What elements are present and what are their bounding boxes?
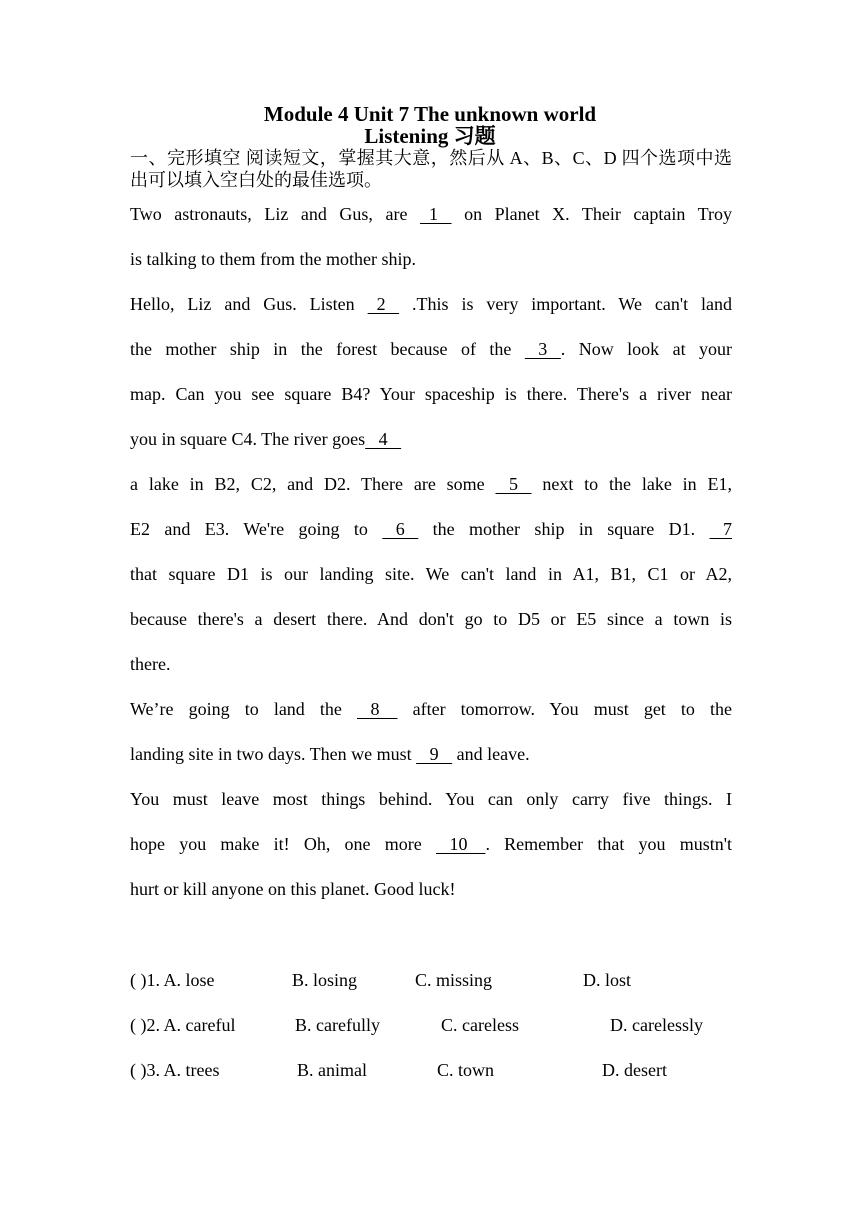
option-b: B. carefully [295,1015,380,1035]
option-b: B. losing [292,970,358,990]
page-subtitle: Listening 习题 [364,124,496,148]
option-d: D. lost [583,970,632,990]
blank-5: 5 [495,474,532,494]
page-title: Module 4 Unit 7 The unknown world [263,102,597,126]
passage-line: landing site in two days. Then we must 9 and leave. [130,744,530,764]
option-b: B. animal [297,1060,367,1080]
passage-line: you in square C4. The river goes 4 [130,429,402,449]
blank-1: 1 [420,204,452,224]
blank-8: 8 [357,699,398,719]
question-row [130,968,750,992]
option-d: D. desert [602,1060,667,1080]
passage-line: map. Can you see square B4? Your spaceship is there. There's a river near [130,384,732,404]
blank-4: 4 [365,429,402,449]
passage-line: Two astronauts, Liz and Gus, are 1 on Planet X. Their captain Troy [130,204,732,224]
instructions: 一、完形填空 阅读短文，掌握其大意，然后从 A、B、C、D 四个选项中选出可以填入空白处的最佳选项。 [130,148,732,190]
passage-line: hurt or kill anyone on this planet. Good luck! [130,879,456,899]
passage-line: a lake in B2, C2, and D2. There are some 5 next to the lake in E1, [130,474,732,494]
blank-2: 2 [367,294,400,314]
blank-10: 10 [435,834,486,854]
passage-line: You must leave most things behind. You can only carry five things. I [130,789,732,809]
passage-line: hope you make it! Oh, one more 10 . Remember that you mustn't [130,834,733,854]
blank-6: 6 [382,519,419,539]
passage-line: We’re going to land the 8 after tomorrow. You must get to the [130,699,732,719]
question-stem: ( )2. A. careful [130,1015,236,1035]
question-row [130,1058,750,1082]
option-c: C. missing [415,970,493,990]
passage-line: the mother ship in the forest because of the 3 . Now look at your [130,339,733,359]
option-c: C. careless [441,1015,519,1035]
question-stem: ( )3. A. trees [130,1060,220,1080]
blank-3: 3 [524,339,561,359]
passage-line: because there's a desert there. And don't go to D5 or E5 since a town is [130,609,732,629]
passage-line: that square D1 is our landing site. We can't land in A1, B1, C1 or A2, [130,564,732,584]
blank-7: 7 [709,519,732,539]
passage-line: E2 and E3. We're going to 6 the mother ship in square D1. 7 [130,519,732,539]
passage-line: is talking to them from the mother ship. [130,249,416,269]
passage-line: there. [130,654,171,674]
passage-line: Hello, Liz and Gus. Listen 2 .This is very important. We can't land [130,294,733,314]
question-stem: ( )1. A. lose [130,970,215,990]
question-row [130,1013,750,1037]
option-d: D. carelessly [610,1015,703,1035]
blank-9: 9 [416,744,453,764]
option-c: C. town [437,1060,495,1080]
